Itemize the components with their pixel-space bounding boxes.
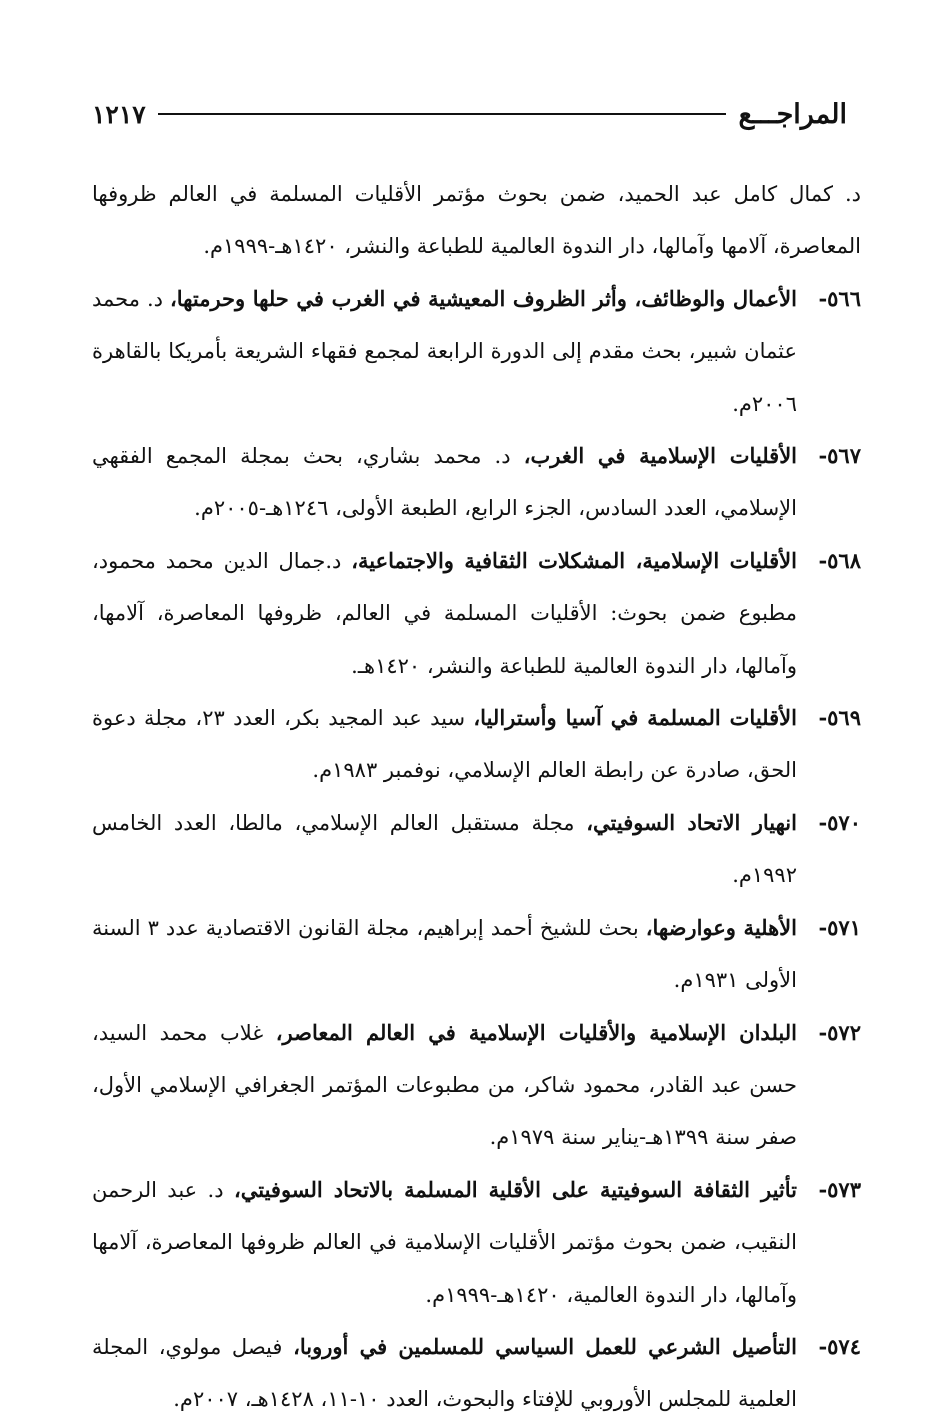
reference-text	[92, 692, 797, 797]
reference-entry	[92, 430, 861, 535]
reference-number: ٥٧١-	[818, 914, 861, 940]
reference-rest: د. محمد عثمان شبير، بحث مقدم إلى الدورة الرابعة لمجمع فقهاء الشريعة بأمريكا بالقاهرة ٢٠٠٦م.	[92, 286, 797, 416]
reference-text	[92, 168, 861, 273]
reference-title: الأهلية وعوارضها،	[645, 914, 797, 940]
reference-title: الأقليات الإسلامية، المشكلات الثقافية والاجتماعية،	[351, 547, 797, 573]
reference-rest: د. عبد الرحمن النقيب، ضمن بحوث مؤتمر الأقليات الإسلامية في العالم ظروفها المعاصرة، آلامها وآمالها، دار الندوة العالمية، ١٤٢٠هـ-١٩٩٩م.	[92, 1177, 797, 1307]
reference-text	[92, 797, 797, 902]
reference-rest: د. كمال كامل عبد الحميد، ضمن بحوث مؤتمر الأقليات المسلمة في العالم ظروفها المعاصرة، آلامها وآمالها، دار الندوة العالمية للطباعة والنشر، ١٤٢٠هـ-١٩٩٩م.	[92, 182, 861, 259]
reference-entry	[92, 273, 861, 430]
reference-rest: بحث للشيخ أحمد إبراهيم، مجلة القانون الاقتصادية عدد ٣ السنة الأولى ١٩٣١م.	[92, 915, 797, 993]
reference-text	[92, 273, 797, 430]
reference-rest: غلاب محمد السيد، حسن عبد القادر، محمود شاكر، من مطبوعات المؤتمر الجغرافي الإسلامي الأول، صفر سنة ١٣٩٩هـ-يناير سنة ١٩٧٩م.	[92, 1020, 797, 1150]
page-number: ١٢١٧	[92, 99, 146, 129]
reference-text	[92, 1321, 797, 1426]
reference-text	[92, 902, 797, 1007]
reference-entry-continued	[92, 168, 861, 273]
reference-entry	[92, 1321, 861, 1426]
reference-number: ٥٧٤-	[818, 1333, 861, 1359]
reference-rest: مجلة مستقبل العالم الإسلامي، مالطا، العدد الخامس ١٩٩٢م.	[92, 810, 797, 888]
reference-number: ٥٦٨-	[818, 547, 861, 573]
reference-text	[92, 430, 797, 535]
reference-number: ٥٧٠-	[818, 809, 861, 835]
reference-title: البلدان الإسلامية والأقليات الإسلامية في العالم المعاصر،	[275, 1019, 797, 1045]
reference-number: ٥٧٢-	[818, 1019, 861, 1045]
reference-number: ٥٦٦-	[818, 285, 861, 311]
reference-entry	[92, 1164, 861, 1321]
header-rule	[158, 113, 727, 115]
reference-title: التأصيل الشرعي للعمل السياسي للمسلمين في أوروبا،	[293, 1333, 797, 1359]
reference-title: الأقليات الإسلامية في الغرب،	[523, 443, 798, 469]
reference-rest: فيصل مولوي، المجلة العلمية للمجلس الأوروبي للإفتاء والبحوث، العدد ١٠-١١، ١٤٢٨هـ، ٢٠٠٧م.	[92, 1334, 797, 1412]
reference-text	[92, 535, 797, 692]
reference-title: الأقليات المسلمة في آسيا وأستراليا،	[473, 705, 797, 731]
reference-title: تأثير الثقافة السوفيتية على الأقلية المسلمة بالاتحاد السوفيتي،	[233, 1176, 797, 1202]
reference-number: ٥٦٧-	[818, 443, 861, 469]
page-header	[92, 94, 847, 134]
reference-rest: د.جمال الدين محمد محمود، مطبوع ضمن بحوث: الأقليات المسلمة في العالم، ظروفها المعاصرة، آلامها، وآمالها، دار الندوة العالمية للطباعة والنشر، ١٤٢٠هـ.	[92, 548, 797, 678]
reference-entry	[92, 692, 861, 797]
reference-text	[92, 1007, 797, 1164]
references-list	[92, 168, 861, 1426]
reference-number: ٥٧٣-	[818, 1176, 861, 1202]
reference-rest: سيد عبد المجيد بكر، العدد ٢٣، مجلة دعوة الحق، صادرة عن رابطة العالم الإسلامي، نوفمبر ١٩٨٣م.	[92, 706, 797, 783]
reference-entry	[92, 797, 861, 902]
reference-title: الأعمال والوظائف، وأثر الظروف المعيشية في الغرب في حلها وحرمتها،	[170, 285, 797, 311]
reference-title: انهيار الاتحاد السوفيتي،	[586, 809, 797, 835]
reference-text	[92, 1164, 797, 1321]
reference-entry	[92, 535, 861, 692]
reference-entry	[92, 1007, 861, 1164]
reference-entry	[92, 902, 861, 1007]
running-title: المراجـــع	[738, 98, 847, 130]
reference-rest: د. محمد بشاري، بحث بمجلة المجمع الفقهي الإسلامي، العدد السادس، الجزء الرابع، الطبعة الأولى، ١٢٤٦هـ-٢٠٠٥م.	[92, 444, 797, 521]
reference-number: ٥٦٩-	[818, 705, 861, 731]
